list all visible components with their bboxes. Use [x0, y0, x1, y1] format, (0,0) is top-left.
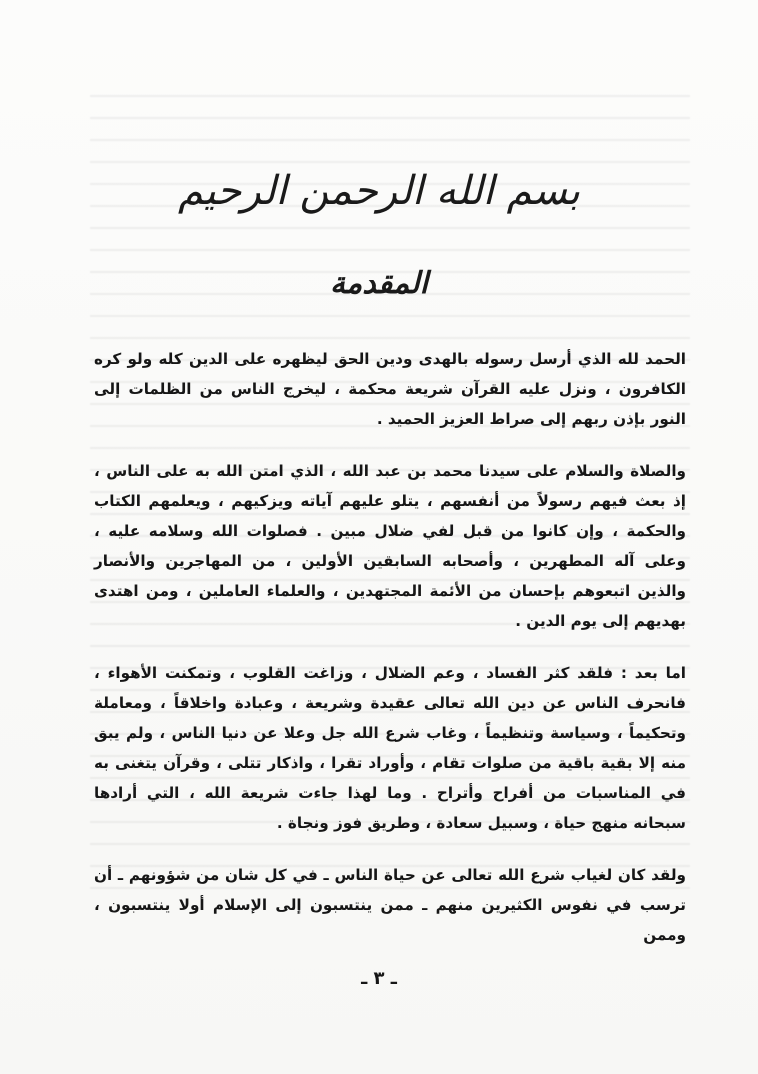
paragraph-3: اما بعد : فلقد كثر الفساد ، وعم الضلال ، وزاغت القلوب ، وتمكنت الأهواء ، فانحرف الناس عن دين الله تعالى عقيدة وشريعة ، وعبادة واخلاقاً ، ومعاملة وتحكيماً ، وسياسة وتنظيماً ، وغاب شرع الله جل وعلا عن دنيا الناس ، ولم يبق منه إلا بقية باقية من صلوات تقام ، وأوراد تقرا ، واذكار تتلى ، وقرآن يتغنى به في المناسبات من أفراح وأتراح . وما لهذا جاءت شريعة الله ، التي أرادها سبحانه منهج حياة ، وسبيل سعادة ، وطريق فوز ونجاة .: [94, 664, 686, 832]
basmala-heading: بسم الله الرحمن الرحيم: [177, 168, 581, 214]
section-title: المقدمة: [330, 266, 428, 301]
paragraph-2: والصلاة والسلام على سيدنا محمد بن عبد الله ، الذي امتن الله به على الناس ، إذ بعث فيهم رسولاً من أنفسهم ، يتلو عليهم آياته ويزكيهم ، ويعلمهم الكتاب والحكمة ، وإن كانوا من قبل لفي ضلال مبين . فصلوات الله وسلامه عليه ، وعلى آله المطهرين ، وأصحابه السابقين الأولين ، من المهاجرين والأنصار والذين اتبعوهم بإحسان من الأئمة المجتهدين ، والعلماء العاملين ، ومن اهتدى بهديهم إلى يوم الدين .: [94, 462, 686, 630]
paragraph-4: ولقد كان لغياب شرع الله تعالى عن حياة الناس ـ في كل شان من شؤونهم ـ أن ترسب في نفوس الكثيرين منهم ـ ممن ينتسبون إلى الإسلام أولا ينتسبون ، وممن: [94, 866, 686, 944]
body-text: [94, 344, 686, 972]
page-number: ـ ٣ ـ: [361, 968, 397, 989]
paragraph-1: الحمد لله الذي أرسل رسوله بالهدى ودين الحق ليظهره على الدين كله ولو كره الكافرون ، ونزل عليه القرآن شريعة محكمة ، ليخرج الناس من الظلمات إلى النور بإذن ربهم إلى صراط العزيز الحميد .: [94, 350, 686, 428]
